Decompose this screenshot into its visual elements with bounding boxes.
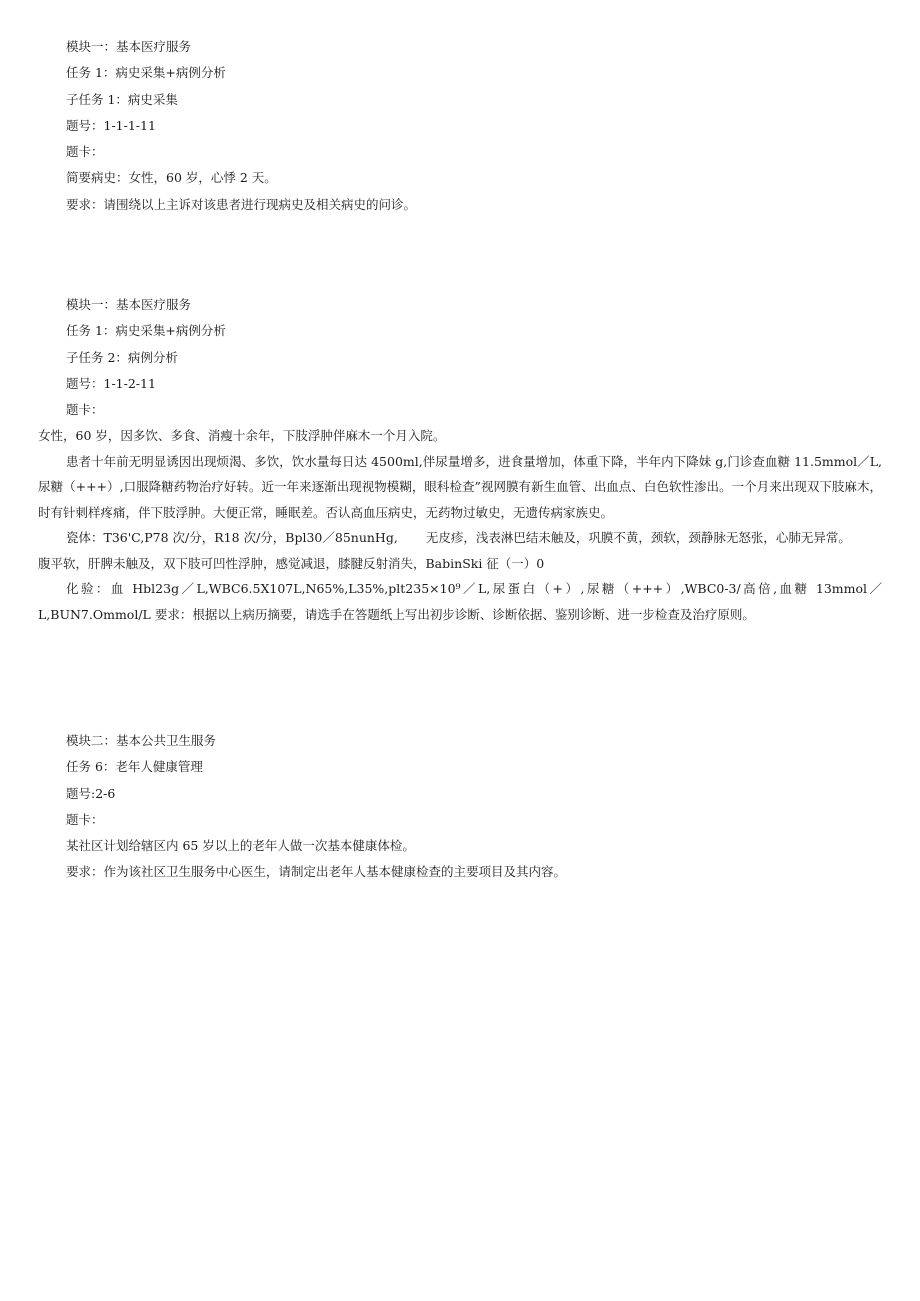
requirement-text: 要求：请围绕以上主诉对该患者进行现病史及相关病史的问诊。 xyxy=(66,196,417,212)
task-title: 任务 1：病史采集+病例分析 xyxy=(66,323,226,339)
task-title: 任务 1：病史采集+病例分析 xyxy=(66,65,226,81)
question-card-label: 题卡： xyxy=(66,144,104,160)
section-elderly-health xyxy=(0,728,920,886)
present-illness: 患者十年前无明显诱因出现烦渴、多饮，饮水量每日达 4500ml,伴尿量增多，进食量增加，体重下降，半年内下降妹 g,门诊查血糖 11.5mmol／L,尿糖（+++）,口服降糖药物治疗好转。近一年来逐渐出现视物模糊，眼科检查”视网膜有新生血管、出血点、白色软性渗出。一个月来出现双下肢麻木，时有针刺样疼痛，伴下肢浮肿。大便正常，睡眠差。否认高血压病史，无药物过敏史，无遗传病家族史。 xyxy=(38,453,882,520)
brief-history: 简要病史：女性，60 岁，心悸 2 天。 xyxy=(66,170,277,186)
question-card-label: 题卡： xyxy=(66,402,104,418)
abdominal-exam: 腹平软，肝脾未触及，双下肢可凹性浮肿，感觉减退，膝腱反射消失，BabinSki 征（一）0 xyxy=(38,555,545,571)
task-title: 任务 6：老年人健康管理 xyxy=(66,759,203,775)
module-title: 模块二：基本公共卫生服务 xyxy=(66,733,217,748)
section-case-analysis xyxy=(0,292,920,627)
module-title: 模块一：基本医疗服务 xyxy=(66,297,192,312)
subtask-title: 子任务 1：病史采集 xyxy=(66,91,178,107)
question-number: 题号:2-6 xyxy=(66,785,116,801)
question-number: 题号：1-1-1-11 xyxy=(66,117,156,133)
subtask-title: 子任务 2：病例分析 xyxy=(66,349,178,365)
module-title: 模块一：基本医疗服务 xyxy=(66,39,192,54)
lab-results-and-requirement: 化验：血 Hbl23g／L,WBC6.5X107L,N65%,L35%,plt235×10⁹／L,尿蛋白（+）,尿糖（+++）,WBC0-3/高倍,血糖 13mmol／L,BUN7.Ommol/L 要求：根据以上病历摘要，请选手在答题纸上写出初步诊断、诊断依据、鉴别诊断、进一步检查及治疗原则。 xyxy=(38,581,882,622)
physical-exam xyxy=(66,525,920,551)
vital-signs: 瓷体：T36'C,P78 次/分，R18 次/分，Bpl30／85nunHg, xyxy=(66,530,398,546)
section-history-taking xyxy=(0,34,920,218)
question-number: 题号：1-1-2-11 xyxy=(66,375,156,391)
exam-findings: 无皮疹，浅表淋巴结未触及，巩膜不黄，颈软，颈静脉无怒张，心肺无异常。 xyxy=(425,530,851,546)
question-card-label: 题卡： xyxy=(66,811,104,827)
requirement-text: 要求：作为该社区卫生服务中心医生，请制定出老年人基本健康检查的主要项目及其内容。 xyxy=(66,864,567,880)
chief-complaint: 女性，60 岁，因多饮、多食、消瘦十余年，下肢浮肿伴麻木一个月入院。 xyxy=(38,428,446,444)
scenario-text: 某社区计划给辖区内 65 岁以上的老年人做一次基本健康体检。 xyxy=(66,838,415,854)
